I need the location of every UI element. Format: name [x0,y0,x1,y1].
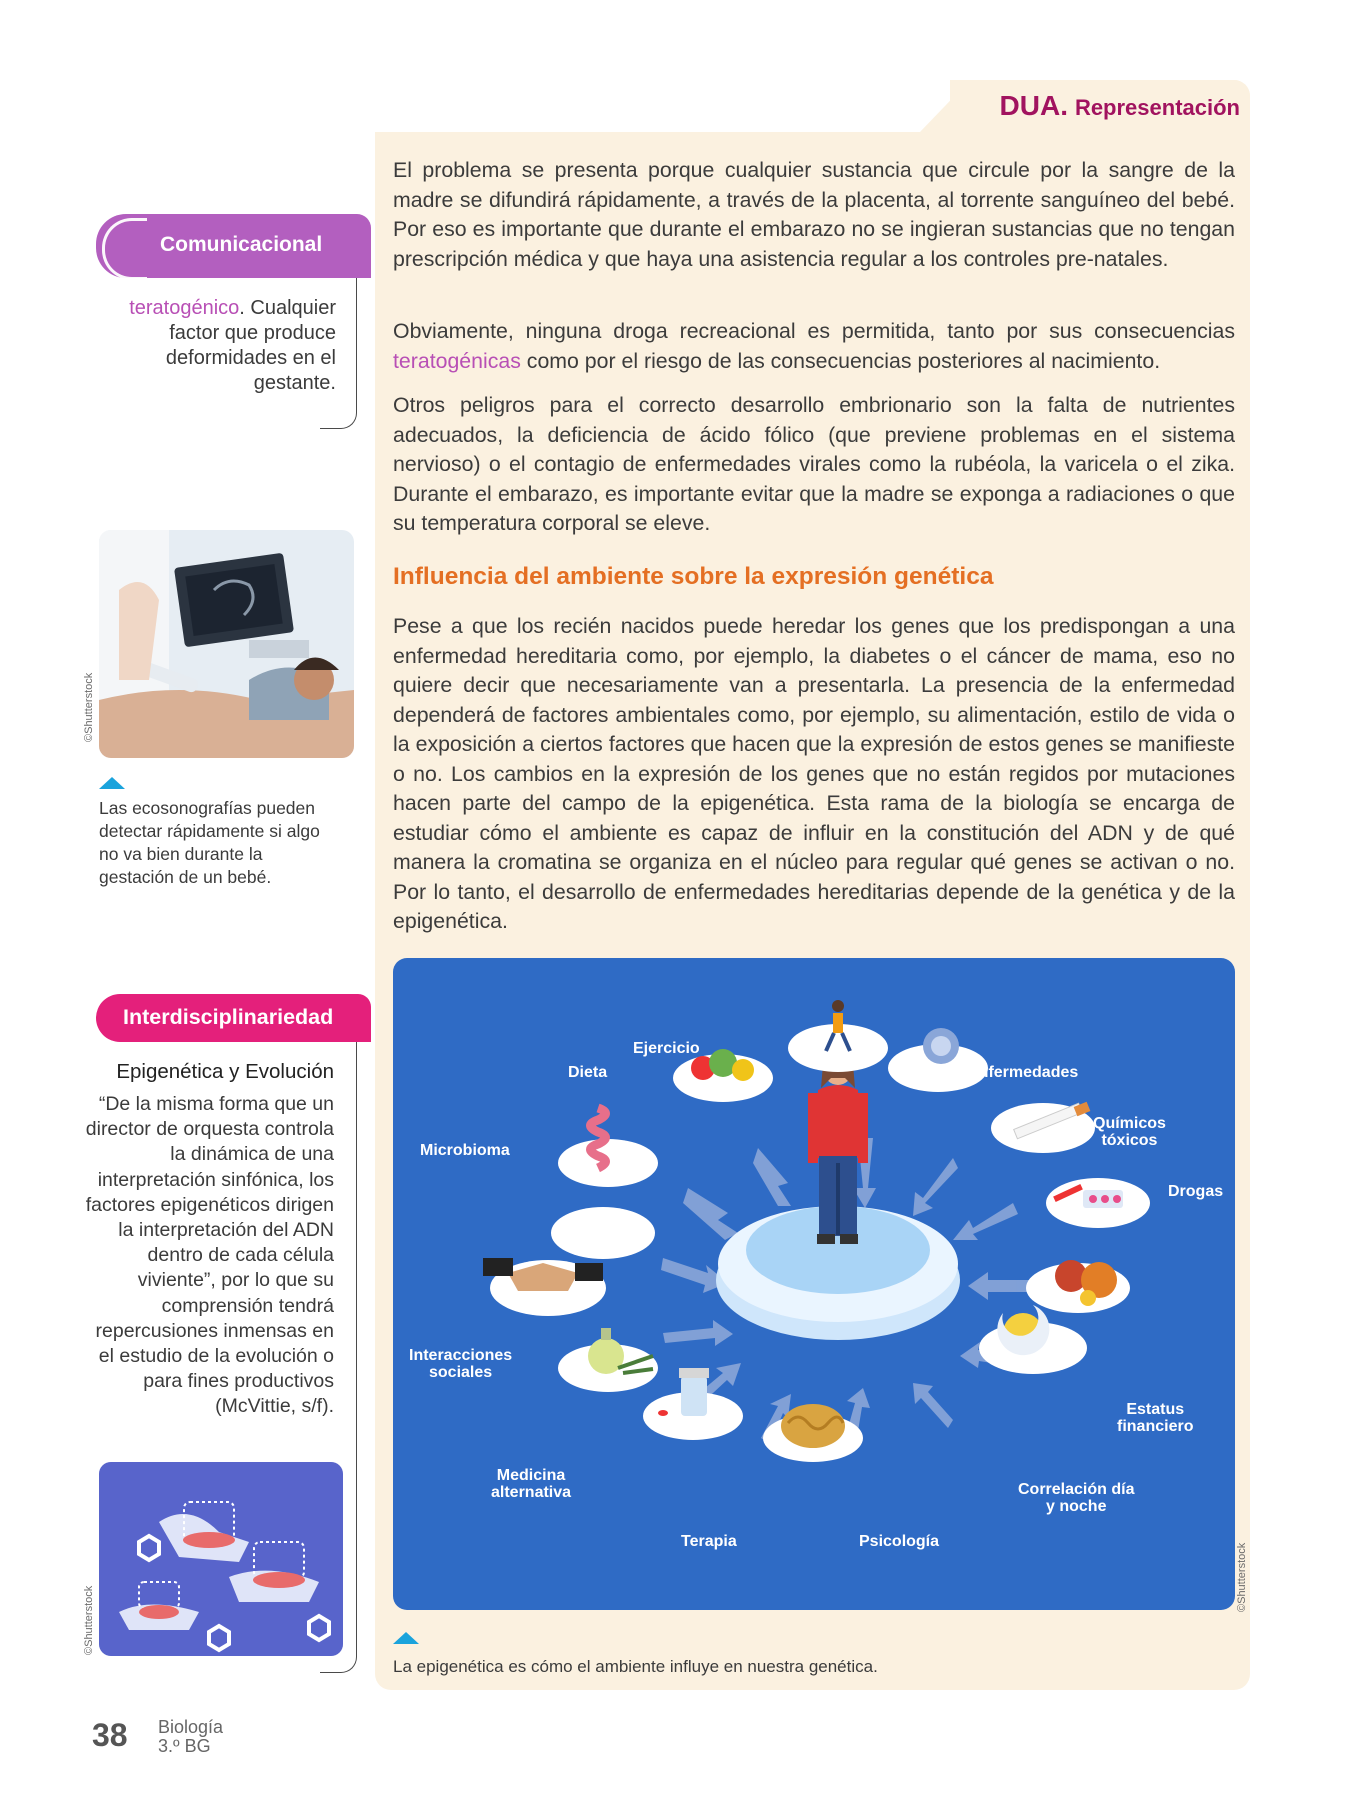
label-terapia: Terapia [681,1533,737,1550]
label-ejercicio: Ejercicio [633,1040,700,1057]
paragraph-2-end: como por el riesgo de las consecuencias posteriores al nacimiento. [520,348,1161,373]
label-estatus-financiero [1117,1401,1193,1435]
label-estatus-line2: financiero [1117,1418,1194,1435]
panel-top-mask [375,80,950,132]
label-medicina-line2: alternativa [491,1484,572,1501]
ultrasound-photo [99,530,354,758]
interdisciplinariedad-text: “De la misma forma que un director de orquesta controla la dinámica de una interpretación sinfónica, los factores epigenéticos dirigen la interpretación del ADN dentro de cada célula viviente”, por lo que su comprensión tendrá repercusiones inmensas en el estudio de la evolución o para fines productivos (McVittie, s/f). [85,1093,334,1418]
paragraph-2-text [393,317,1235,376]
epigenetics-infographic [393,958,1235,1610]
label-dieta: Dieta [568,1064,608,1081]
glossary-definition [118,296,336,396]
caption-triangle-icon [393,1632,419,1644]
credit-ultrasound: ©Shutterstock [83,672,95,742]
ultrasound-illustration [99,530,354,758]
paragraph-1 [393,156,1235,274]
credit-dna-hands: ©Shutterstock [83,1585,95,1655]
dua-label: DUA. [999,90,1068,121]
representacion-label: Representación [1074,95,1240,120]
paragraph-1-text: El problema se presenta porque cualquier sustancia que circule por la sangre de la madre se difundirá rápidamente, a través de la placenta, al torrente sanguíneo del bebé. Por eso es importante que durante el embarazo no se ingieran sustancias que no tengan prescripción médica y que haya una asistencia regular a los controles pre-natales. [393,158,1235,271]
label-quimicos-line1: Químicos [1093,1115,1166,1132]
label-medicina-alternativa [491,1467,571,1501]
dua-heading [1000,90,1240,122]
glossary-term: teratogénico [129,297,240,319]
label-correlacion-dia-noche [1018,1481,1134,1515]
label-medicina-line1: Medicina [496,1467,566,1484]
dna-hands-illustration [99,1462,343,1656]
label-microbioma: Microbioma [420,1142,510,1159]
dna-hands-art [99,1462,343,1656]
glossary-link-teratogenicas[interactable]: teratogénicas [393,348,521,373]
label-interacciones-line1: Interacciones [409,1347,513,1364]
comunicacional-title: Comunicacional [160,233,323,256]
infographic-caption: La epigenética es cómo el ambiente influye en nuestra genética. [393,1657,878,1676]
label-quimicos-line2: tóxicos [1101,1132,1158,1149]
label-correlacion-line2: y noche [1046,1498,1107,1515]
label-enfermedades: Enfermedades [968,1064,1079,1081]
subject-label [158,1718,223,1756]
paragraph-2-start: Obviamente, ninguna droga recreacional es permitida, tanto por sus consecuencias [393,319,1235,343]
interdisciplinariedad-subtitle: Epigenética y Evolución [116,1060,334,1083]
paragraph-3-text: Otros peligros para el correcto desarrollo embrionario son la falta de nutrientes adecuados, la deficiencia de ácido fólico (que previene problemas en el sistema nervioso) o el contagio de enfermedades virales como la rubéola, la varicela o el zika. Durante el embarazo, es importante evitar que la madre se exponga a radiaciones o que su temperatura corporal se eleve. [393,393,1235,535]
photo-caption-triangle-icon [99,777,125,789]
ultrasound-caption: Las ecosonografías pueden detectar rápidamente si algo no va bien durante la gestación de un bebé. [99,798,320,887]
subject-name: Biología [158,1717,224,1737]
glossary-definition-text: . Cualquier factor que produce deformidades en el gestante. [165,297,336,394]
label-drogas: Drogas [1168,1183,1224,1200]
page-number: 38 [92,1717,128,1753]
paragraph-4-text: Pese a que los recién nacidos puede heredar los genes que los predispongan a una enfermedad hereditaria como, por ejemplo, la diabetes o el cáncer de mama, eso no quiere decir que necesariamente van a presentarla. La presencia de la enfermedad dependerá de factores ambientales como, por ejemplo, su alimentación, estilo de vida o la exposición a ciertos factores que hacen que la expresión de estos genes se manifieste o no. Los cambios en la expresión de los genes que no están regidos por mutaciones hacen parte del campo de la epigenética. Esta rama de la biología se encarga de estudiar cómo el ambiente es capaz de influir en la constitución del ADN y de qué manera la cromatina se organiza en el núcleo para regular qué genes se activan o no. Por lo tanto, el desarrollo de enfermedades hereditarias depende de la genética y de la epigenética. [393,614,1235,933]
label-psicologia: Psicología [859,1533,940,1550]
interdisciplinariedad-title: Interdisciplinariedad [123,1005,334,1029]
section-heading: Influencia del ambiente sobre la expresión genética [393,563,994,590]
comunicacional-bracket [320,278,357,429]
paragraph-3 [393,391,1235,539]
label-correlacion-line1: Correlación día [1018,1481,1135,1498]
paragraph-4 [393,612,1235,937]
label-interacciones-line2: sociales [429,1364,493,1381]
dua-tab-slope [920,80,970,132]
label-quimicos-toxicos [1093,1115,1166,1149]
credit-infographic: ©Shutterstock [1236,1542,1248,1612]
paragraph-2 [393,317,1235,376]
label-estatus-line1: Estatus [1126,1401,1185,1418]
label-interacciones-sociales [409,1347,512,1381]
subject-grade: 3.º BG [158,1736,211,1756]
